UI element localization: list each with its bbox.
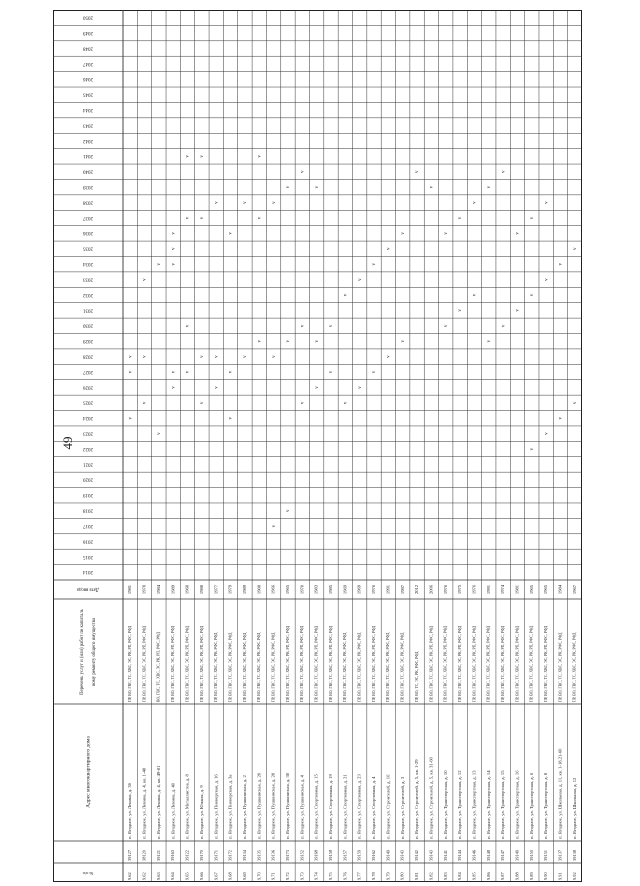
row-address: п. Ягодное, ул. Пушкинская, д. 28 bbox=[270, 772, 276, 839]
check-mark: v bbox=[357, 278, 363, 281]
row-year: 1991 bbox=[485, 584, 491, 595]
row-address: п. Ягодное, ул. Строителей, д. 5, кв. 31-60 bbox=[428, 757, 434, 839]
row-code: 39143 bbox=[428, 850, 434, 861]
row-year: 1979 bbox=[227, 584, 233, 595]
row-address: п. Ягодное, ул. Спортивная, д. 21 bbox=[342, 774, 348, 839]
check-mark: v bbox=[544, 278, 550, 281]
check-mark: v bbox=[400, 339, 406, 343]
row-works: ПР, ВО, ГВС, ТС, ХВС, ЭС, РК, РП, РФС, РФД bbox=[472, 625, 477, 702]
row-works: ПР, ВО, ГВС, ТС, ХВС, ЭС, РК, РП, РФС, РФД bbox=[285, 625, 290, 702]
row-year: 1970 bbox=[299, 584, 305, 595]
row-code: 39162 bbox=[371, 850, 377, 861]
row-code: 39138 bbox=[571, 850, 577, 861]
check-mark: v bbox=[386, 355, 392, 358]
row-code: 39171 bbox=[213, 850, 219, 861]
row-works: ПР, ВО, ТС, ЭС, РК, РФС, РФД bbox=[414, 651, 419, 702]
row-year: 1983 bbox=[313, 584, 319, 595]
year-header: 2032 bbox=[83, 291, 93, 297]
row-works: ПР, ВО, ГВС, ТС, ХВС, ЭС, РК, РФС, РФД bbox=[400, 632, 405, 702]
row-address: п. Ягодное, ул. Школьная, д. 12 bbox=[571, 777, 577, 839]
row-works: ПР, ВО, ГВС, ТС, ХВС, ЭС, РК, РФС, РФД bbox=[271, 632, 276, 702]
row-address: п. Ягодное, ул. Транспортная, д. 12 bbox=[457, 770, 463, 839]
check-mark: v bbox=[314, 339, 320, 343]
year-header: 2044 bbox=[83, 106, 93, 112]
year-header: 2034 bbox=[83, 261, 93, 267]
check-mark: v bbox=[458, 309, 464, 312]
row-address: п. Ягодное, ул. Ленина, д. 4, кв. 49-81 bbox=[155, 765, 161, 839]
row-num: 9.85 bbox=[471, 872, 477, 880]
row-year: 1969 bbox=[342, 584, 348, 595]
row-works: ПР, ВО, ГВС, ТС, ХВС, ЭС, РК, РП, РФС, РФД bbox=[443, 625, 448, 702]
row-works: ПР, ВО, ГВС, ТС, ХВС, ЭС, РК, РП, РФС, РФД bbox=[328, 625, 333, 702]
row-works: ПР, ВО, ГВС, ТС, ХВС, ЭС, РК, РП, РФС, РФД bbox=[500, 625, 505, 702]
row-num: 9.62 bbox=[127, 872, 133, 880]
check-mark: v bbox=[300, 170, 306, 174]
row-address: п. Ягодное, ул. Строителей, д. 16 bbox=[385, 774, 391, 839]
check-mark: v bbox=[200, 355, 206, 358]
row-num: 9.66 bbox=[198, 872, 204, 880]
row-year: 1978 bbox=[141, 584, 147, 595]
row-num: 9.74 bbox=[313, 872, 319, 880]
row-code: 39142 bbox=[414, 850, 420, 861]
year-header: 2050 bbox=[83, 14, 93, 20]
year-header: 2023 bbox=[83, 430, 93, 436]
row-works: ВО, ГВС, ТС, ХВС, ЭС, РК, РП, РФС, РФД bbox=[156, 632, 161, 702]
check-mark: v bbox=[171, 386, 177, 389]
row-works: ПР, ВО, ГВС, ТС, ХВС, ЭС, РК, РФС, РФД bbox=[357, 632, 362, 702]
row-code: 39149 bbox=[385, 850, 391, 861]
row-address: п. Ягодное, ул. Транспортная, д. 15 bbox=[500, 770, 506, 839]
row-year: 1974 bbox=[500, 584, 506, 595]
year-header: 2016 bbox=[83, 538, 93, 544]
row-code: 38120 bbox=[141, 850, 147, 861]
row-code: 39151 bbox=[543, 850, 549, 861]
row-year: 1966 bbox=[270, 584, 276, 595]
check-mark: v bbox=[400, 232, 406, 235]
row-year: 1984 bbox=[155, 584, 161, 595]
row-address: п. Ягодное, ул. Пушкинская, д. 20 bbox=[256, 772, 262, 839]
check-mark: v bbox=[271, 201, 277, 204]
check-mark: v bbox=[544, 201, 550, 204]
check-mark: v bbox=[443, 324, 449, 328]
row-address: п. Ягодное, ул. Пионерская, д. 16 bbox=[213, 774, 219, 839]
row-num: 9.75 bbox=[328, 872, 333, 880]
row-works: ПР, ВО, ГВС, ТС, ХВС, ЭС, РК, РП, РФС, РФД bbox=[185, 625, 190, 702]
check-mark: v bbox=[157, 432, 162, 435]
check-mark: v bbox=[128, 416, 134, 420]
check-mark: v bbox=[228, 370, 234, 374]
check-mark: v bbox=[286, 339, 292, 343]
year-header: 2026 bbox=[83, 384, 93, 390]
year-header: 2049 bbox=[83, 29, 93, 35]
row-year: 1987 bbox=[399, 584, 405, 595]
row-address: п. Ягодное, ул. Ленина, д. 40 bbox=[170, 783, 176, 839]
row-num: 9.63 bbox=[155, 872, 161, 880]
row-code: 39168 bbox=[313, 850, 319, 861]
row-code: 39159 bbox=[356, 850, 362, 861]
row-year: 1976 bbox=[471, 584, 477, 595]
year-header: 2046 bbox=[83, 76, 93, 82]
check-mark: v bbox=[458, 216, 464, 220]
row-address: п. Ягодное, ул. Спортивная, д. 15 bbox=[313, 774, 319, 839]
year-header: 2037 bbox=[83, 214, 93, 220]
row-works: ПР, ВО, ГВС, ТС, ХВС, ЭС, РК, РФС, РФД bbox=[572, 632, 577, 702]
row-code: 39147 bbox=[500, 850, 506, 861]
row-num: 9.78 bbox=[371, 872, 377, 880]
row-address: п. Ягодное, ул. Школьная, д. 11, кв. 1-18,21-60 bbox=[557, 748, 563, 839]
row-code: 39134 bbox=[241, 850, 247, 861]
check-mark: v bbox=[572, 401, 578, 405]
check-mark: v bbox=[171, 370, 177, 374]
year-header: 2027 bbox=[83, 368, 93, 374]
check-mark: v bbox=[357, 386, 363, 389]
year-header: 2021 bbox=[83, 461, 93, 467]
row-year: 1977 bbox=[213, 584, 219, 595]
header-year: Дата ввода bbox=[76, 586, 100, 592]
check-mark: v bbox=[386, 247, 392, 251]
row-year: 1968 bbox=[184, 584, 190, 595]
row-year: 1965 bbox=[285, 584, 291, 595]
page-number: 49 bbox=[60, 436, 75, 450]
row-works: ПР, ВО, ГВС, ТС, ХВС, ЭС, РК, РП, РФС, РФД bbox=[199, 625, 204, 702]
row-num: 9.70 bbox=[256, 872, 262, 880]
row-num: 9.68 bbox=[227, 872, 233, 880]
check-mark: v bbox=[501, 170, 507, 174]
row-year: 1965 bbox=[528, 584, 534, 595]
row-works: ПР, ВО, ГВС, ТС, ХВС, ЭС, РК, РП, РФС, РФД bbox=[544, 625, 549, 702]
check-mark: v bbox=[257, 155, 263, 158]
row-year: 1969 bbox=[356, 584, 362, 595]
check-mark: v bbox=[558, 262, 564, 266]
row-code: 39149 bbox=[514, 850, 520, 861]
check-mark: v bbox=[271, 355, 277, 358]
row-works: ПР, ВО, ГВС, ТС, ХВС, ЭС, РК, РФС, РФД bbox=[228, 632, 233, 702]
check-mark: v bbox=[329, 370, 335, 374]
check-mark: v bbox=[185, 370, 191, 374]
check-mark: v bbox=[300, 401, 306, 405]
check-mark: v bbox=[200, 401, 206, 405]
row-address: п. Ягодное, ул. Спортивная, д. 4 bbox=[371, 776, 377, 839]
year-header: 2024 bbox=[83, 415, 93, 421]
row-address: п. Ягодное, ул. Транспортная, д. 8 bbox=[543, 772, 549, 839]
works-schedule-table bbox=[53, 0, 582, 882]
year-header: 2042 bbox=[83, 137, 93, 143]
check-mark: v bbox=[171, 232, 177, 235]
check-mark: v bbox=[142, 355, 148, 358]
row-year: 1985 bbox=[328, 584, 334, 595]
check-mark: v bbox=[472, 201, 478, 204]
row-code: 39157 bbox=[342, 850, 348, 861]
row-year: 1991 bbox=[385, 584, 391, 595]
row-address: п. Ягодное, ул. Металлистов, д. 8 bbox=[184, 774, 190, 839]
works-schedule-grid bbox=[53, 0, 582, 882]
check-mark: v bbox=[228, 232, 234, 235]
check-mark: v bbox=[200, 155, 206, 158]
check-mark: v bbox=[185, 155, 191, 158]
check-mark: v bbox=[486, 185, 492, 189]
check-mark: v bbox=[271, 524, 277, 528]
header-works-line1: Перечень услуг и (или) работ по капиталь bbox=[80, 609, 86, 695]
check-mark: v bbox=[128, 355, 134, 358]
row-code: 39173 bbox=[284, 850, 290, 861]
row-address: п. Ягодное, ул. Пушкинская, д. 4 bbox=[299, 775, 305, 839]
check-mark: v bbox=[515, 232, 521, 235]
row-works: ПР, ВО, ГВС, ТС, ХВС, ЭС, РК, РФС, РФД bbox=[558, 632, 563, 702]
check-mark: v bbox=[529, 447, 535, 451]
check-mark: v bbox=[529, 216, 535, 220]
row-code: 39144 bbox=[457, 850, 463, 861]
check-mark: v bbox=[286, 185, 292, 189]
year-header: 2022 bbox=[83, 445, 93, 451]
check-mark: v bbox=[515, 309, 521, 312]
row-works: ПР, ВО, ГВС, ТС, ХВС, ЭС, РК, РФС, РФД bbox=[343, 632, 348, 702]
check-mark: v bbox=[142, 278, 148, 281]
row-works: ПР, ВО, ГВС, ТС, ХВС, ЭС, РК, РП, РФС, РФД bbox=[128, 625, 133, 702]
check-mark: v bbox=[200, 216, 206, 220]
year-header: 2014 bbox=[83, 569, 93, 575]
row-address: п. Ягодное, ул. Ленина, д. 36 bbox=[127, 783, 133, 839]
year-header: 2031 bbox=[83, 307, 93, 313]
row-num: 9.71 bbox=[270, 872, 276, 880]
row-code: 39163 bbox=[170, 850, 176, 861]
year-header: 2029 bbox=[83, 338, 93, 344]
check-mark: v bbox=[372, 370, 378, 374]
row-code: 39150 bbox=[528, 850, 534, 861]
header-num: № п/п bbox=[82, 871, 94, 877]
row-year: 1981 bbox=[514, 584, 520, 595]
row-code: 39143 bbox=[399, 850, 405, 861]
row-num: 9.69 bbox=[241, 872, 247, 880]
row-code: 39170 bbox=[198, 850, 204, 861]
check-mark: v bbox=[486, 339, 492, 343]
check-mark: v bbox=[228, 416, 234, 420]
year-header: 2020 bbox=[83, 476, 93, 482]
row-address: п. Ягодное, ул. Транспортная, д. 10 bbox=[442, 770, 448, 839]
row-year: 2012 bbox=[414, 584, 420, 595]
row-works: ПР, ВО, ГВС, ТС, ХВС, ЭС, РК, РП, РФС, РФД bbox=[314, 625, 319, 702]
row-num: 9.62 bbox=[141, 872, 147, 880]
row-num: 9.76 bbox=[342, 872, 348, 880]
row-year: 1988 bbox=[198, 584, 204, 595]
row-works: ПР, ВО, ГВС, ТС, ХВС, ЭС, РК, РП, РФС, РФД bbox=[142, 625, 147, 702]
check-mark: v bbox=[501, 324, 507, 328]
row-works: ПР, ВО, ГВС, ТС, ХВС, ЭС, РК, РП, РФС, РФД bbox=[171, 625, 176, 702]
row-year: 1989 bbox=[170, 584, 176, 595]
check-mark: v bbox=[142, 401, 148, 405]
check-mark: v bbox=[558, 416, 564, 420]
row-works: ПР, ВО, ГВС, ТС, ХВС, ЭС, РК, РФС, РФД bbox=[214, 632, 219, 702]
check-mark: v bbox=[185, 324, 191, 328]
row-address: п. Ягодное, ул. Транспортная, д. 16 bbox=[514, 770, 520, 839]
check-mark: v bbox=[572, 247, 578, 251]
row-code: 39121 bbox=[155, 850, 161, 861]
year-header: 2015 bbox=[83, 553, 93, 559]
row-code: 39148 bbox=[485, 850, 491, 861]
check-mark: v bbox=[214, 386, 220, 389]
check-mark: v bbox=[243, 201, 249, 204]
row-num: 9.86 bbox=[485, 872, 491, 880]
row-address: п. Ягодное, ул. Строителей, д. 3 bbox=[399, 776, 405, 839]
check-mark: v bbox=[214, 355, 220, 358]
year-header: 2040 bbox=[83, 168, 93, 174]
row-code: 39146 bbox=[471, 850, 477, 861]
row-code: 39136 bbox=[270, 850, 276, 861]
check-mark: v bbox=[286, 509, 292, 512]
year-header: 2043 bbox=[83, 122, 93, 128]
check-mark: v bbox=[214, 201, 220, 204]
row-num: 9.83 bbox=[442, 872, 448, 880]
year-header: 2019 bbox=[83, 492, 93, 498]
row-address: п. Ягодное, ул. Транспортная, д. 13 bbox=[471, 770, 477, 839]
check-mark: v bbox=[314, 386, 320, 389]
row-year: 1989 bbox=[241, 584, 247, 595]
row-year: 1967 bbox=[571, 584, 577, 595]
row-code: 39172 bbox=[227, 850, 233, 861]
check-mark: v bbox=[157, 262, 162, 266]
check-mark: v bbox=[544, 432, 550, 435]
header-works-line2: ному ремонту общего имущества bbox=[92, 617, 98, 687]
check-mark: v bbox=[343, 401, 349, 405]
year-header: 2025 bbox=[83, 399, 93, 405]
check-mark: v bbox=[372, 262, 378, 266]
row-works: ПР, ВО, ГВС, ТС, ХВС, ЭС, РК, РФС, РФД bbox=[386, 632, 391, 702]
row-num: 9.89 bbox=[528, 872, 534, 880]
year-header: 2039 bbox=[83, 184, 93, 190]
check-mark: v bbox=[300, 324, 306, 328]
row-address: п. Ягодное, ул. Пушкинская, д. 30 bbox=[285, 772, 291, 839]
header-address: Адрес многоквартирного дома bbox=[85, 736, 92, 808]
check-mark: v bbox=[171, 247, 177, 251]
check-mark: v bbox=[243, 355, 249, 358]
check-mark: v bbox=[529, 293, 535, 297]
check-mark: v bbox=[257, 339, 263, 343]
row-year: 2006 bbox=[428, 584, 434, 595]
row-num: 9.65 bbox=[184, 872, 190, 880]
year-header: 2030 bbox=[83, 322, 93, 328]
check-mark: v bbox=[185, 216, 191, 220]
row-code: 39127 bbox=[127, 850, 133, 861]
row-code: 39137 bbox=[557, 850, 563, 861]
row-num: 9.82 bbox=[428, 872, 434, 880]
row-address: п. Ягодное, ул. Спортивная, д. 23 bbox=[356, 774, 362, 839]
row-code: 39158 bbox=[328, 850, 333, 861]
check-mark: v bbox=[128, 370, 134, 374]
row-address: п. Ягодное, ул. Строителей, д. 5, кв. 1-29 bbox=[414, 759, 420, 839]
year-header: 2041 bbox=[83, 153, 93, 159]
row-num: 9.77 bbox=[356, 872, 362, 880]
year-header: 2033 bbox=[83, 276, 93, 282]
row-num: 9.88 bbox=[514, 872, 520, 880]
row-code: 39141 bbox=[442, 850, 448, 861]
year-header: 2047 bbox=[83, 60, 93, 66]
row-works: ПР, ВО, ГВС, ТС, ХВС, ЭС, РК, РП, РФС, РФД bbox=[300, 625, 305, 702]
row-num: 9.91 bbox=[557, 872, 563, 880]
year-header: 2018 bbox=[83, 507, 93, 513]
row-address: п. Ягодное, ул. Пионерская, д. 3а bbox=[227, 774, 233, 839]
row-year: 1965 bbox=[543, 584, 549, 595]
row-works: ПР, ВО, ГВС, ТС, ХВС, ЭС, РК, РФС, РФД bbox=[242, 632, 247, 702]
row-works: ПР, ВО, ГВС, ТС, ХВС, ЭС, РК, РП, РФС, РФД bbox=[529, 625, 534, 702]
row-num: 9.90 bbox=[543, 872, 549, 880]
row-address: п. Ягодное, ул. Спортивная, д. 19 bbox=[328, 774, 334, 839]
row-address: п. Ягодное, ул. Транспортная, д. 14 bbox=[485, 770, 491, 839]
check-mark: v bbox=[472, 293, 478, 297]
row-works: ПР, ВО, ГВС, ТС, ХВС, ЭС, РК, РП, РФС, РФД bbox=[429, 625, 434, 702]
year-header: 2017 bbox=[83, 522, 93, 528]
year-header: 2028 bbox=[83, 353, 93, 359]
check-mark: v bbox=[314, 185, 320, 189]
row-year: 1981 bbox=[127, 584, 133, 595]
check-mark: v bbox=[429, 185, 435, 189]
row-num: 9.87 bbox=[500, 872, 506, 880]
check-mark: v bbox=[343, 293, 349, 297]
row-address: п. Ягодное, ул. Пушкинская, д. 2 bbox=[241, 775, 247, 839]
row-num: 9.73 bbox=[299, 872, 305, 880]
row-address: п. Ягодное, ул. Ленина, д. 4, кв. 1-48 bbox=[141, 767, 147, 839]
year-header: 2045 bbox=[83, 91, 93, 97]
check-mark: v bbox=[415, 170, 421, 174]
row-code: 39152 bbox=[299, 850, 305, 861]
row-works: ПР, ВО, ГВС, ТС, ХВС, ЭС, РК, РП, РФС, РФД bbox=[371, 625, 376, 702]
row-address: п. Ягодное, ул. Транспортная, д. 6 bbox=[528, 772, 534, 839]
check-mark: v bbox=[329, 324, 335, 328]
year-header: 2036 bbox=[83, 230, 93, 236]
row-code: 39135 bbox=[256, 850, 262, 861]
year-header: 2038 bbox=[83, 199, 93, 205]
row-year: 1984 bbox=[557, 584, 563, 595]
row-year: 1976 bbox=[442, 584, 448, 595]
row-num: 9.81 bbox=[414, 872, 420, 880]
row-num: 9.79 bbox=[385, 872, 391, 880]
row-num: 9.64 bbox=[170, 872, 176, 880]
row-num: 9.92 bbox=[571, 872, 577, 880]
year-header: 2048 bbox=[83, 45, 93, 51]
row-num: 9.67 bbox=[213, 872, 219, 880]
row-num: 9.80 bbox=[399, 872, 405, 880]
row-works: ПР, ВО, ГВС, ТС, ХВС, ЭС, РК, РП, РФС, РФД bbox=[486, 625, 491, 702]
row-year: 1976 bbox=[371, 584, 377, 595]
row-works: ПР, ВО, ГВС, ТС, ХВС, ЭС, РК, РП, РФС, РФД bbox=[515, 625, 520, 702]
row-works: ПР, ВО, ГВС, ТС, ХВС, ЭС, РК, РП, РФС, РФД bbox=[457, 625, 462, 702]
table-border bbox=[54, 11, 582, 882]
row-num: 9.72 bbox=[284, 872, 290, 880]
check-mark: v bbox=[443, 232, 449, 235]
row-year: 1908 bbox=[256, 584, 262, 595]
row-code: 39122 bbox=[184, 850, 190, 861]
row-num: 9.84 bbox=[457, 872, 463, 880]
row-address: п. Ягодное, ул. Южная, д. 9 bbox=[198, 785, 204, 839]
check-mark: v bbox=[171, 262, 177, 266]
year-header: 2035 bbox=[83, 245, 93, 251]
row-year: 1975 bbox=[457, 584, 463, 595]
row-works: ПР, ВО, ГВС, ТС, ХВС, ЭС, РК, РФС, РФД bbox=[257, 632, 262, 702]
check-mark: v bbox=[257, 216, 263, 220]
